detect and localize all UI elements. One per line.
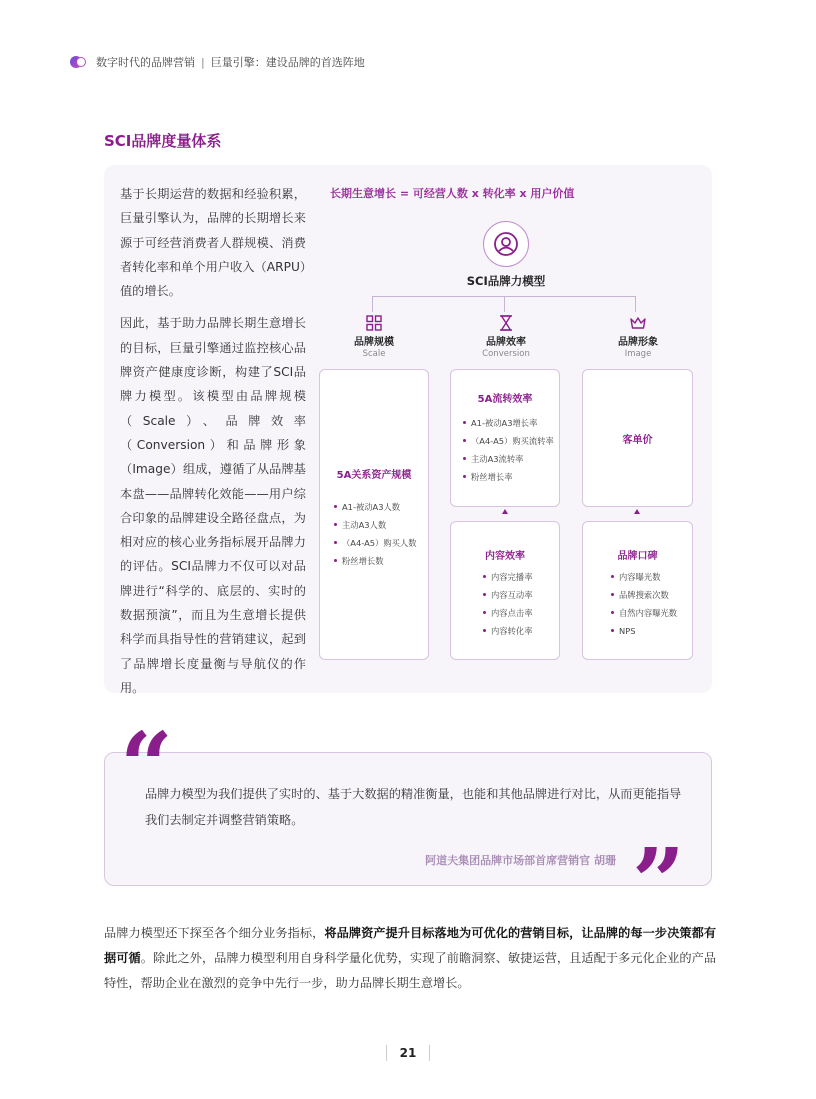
- up-arrow-icon: [502, 509, 508, 514]
- box-title: 品牌口碑: [617, 551, 658, 562]
- growth-formula: 长期生意增长 = 可经营人数 x 转化率 x 用户价值: [330, 187, 575, 200]
- list-item: 品牌搜索次数: [611, 586, 677, 604]
- column-title: 品牌形象: [618, 337, 658, 348]
- grid-icon: [365, 314, 383, 332]
- content-efficiency-list: [483, 568, 533, 640]
- list-item: 自然内容曝光数: [611, 604, 677, 622]
- list-item: 粉丝增长数: [334, 552, 417, 570]
- scale-list: [334, 498, 417, 570]
- header-divider: |: [201, 55, 205, 69]
- body-text-part-1: 品牌力模型还下探至各个细分业务指标，: [104, 926, 325, 940]
- brand-logo-icon: [70, 56, 90, 68]
- body-text-bold: 将品牌资产提升目标落地为可优化的营销目标，让品牌的每一步决策都有据可循: [104, 926, 717, 965]
- page-number: 21: [386, 1045, 430, 1061]
- list-item: 粉丝增长率: [463, 468, 554, 486]
- list-item: （A4-A5）购买流转率: [463, 432, 554, 450]
- column-conversion: [451, 314, 561, 360]
- sci-model-icon: [483, 221, 529, 267]
- hourglass-icon: [497, 314, 515, 332]
- close-quote-icon: ”: [632, 828, 685, 936]
- list-item: 内容曝光数: [611, 568, 677, 586]
- column-image: [583, 314, 693, 360]
- box-title: 5A流转效率: [477, 394, 533, 405]
- page-header: [70, 52, 365, 72]
- open-quote-icon: “: [120, 712, 173, 820]
- list-item: NPS: [611, 622, 677, 640]
- header-subtitle: 巨量引擎：建设品牌的首选阵地: [210, 56, 365, 69]
- word-of-mouth-list: [611, 568, 677, 640]
- list-item: （A4-A5）购买人数: [334, 534, 417, 552]
- box-title: 内容效率: [485, 551, 525, 562]
- unit-price-box: [582, 369, 693, 507]
- column-subtitle: Image: [624, 349, 652, 359]
- list-item: 内容点击率: [483, 604, 533, 622]
- intro-paragraph-2: 因此，基于助力品牌长期生意增长的目标，巨量引擎通过监控核心品牌资产健康度诊断，构建了SCI品牌力模型。该模型由品牌规模（Scale）、品牌效率（Conversion）和品牌形象（Image）组成，遵循了从品牌基本盘——品牌转化效能——用户综合印象的品牌建设全路径盘点，为相对应的核心业务指标展开品牌力的评估。SCI品牌力不仅可以对品牌进行“科学的、底层的、实时的数据预演”，而且为生意增长提供科学而具指导性的营销建议，起到了品牌增长度量衡与导航仪的作用。: [120, 316, 306, 695]
- up-arrow-icon: [634, 509, 640, 514]
- list-item: 主动A3流转率: [463, 450, 554, 468]
- column-subtitle: Conversion: [482, 349, 530, 359]
- list-item: A1-被动A3人数: [334, 498, 417, 516]
- column-title: 品牌效率: [486, 337, 526, 348]
- quote-text: 品牌力模型为我们提供了实时的、基于大数据的精准衡量，也能和其他品牌进行对比，从而更能指导我们去制定并调整营销策略。: [145, 787, 682, 827]
- scale-box: [319, 369, 429, 660]
- crown-icon: [629, 314, 647, 332]
- list-item: 内容完播率: [483, 568, 533, 586]
- flow-efficiency-list: [463, 414, 554, 486]
- body-text-part-2: 。除此之外，品牌力模型利用自身科学量化优势，实现了前瞻洞察、敏捷运营，且适配于多元化企业的产品特性，帮助企业在激烈的竞争中先行一步，助力品牌长期生意增长。: [104, 951, 717, 990]
- body-paragraph: [104, 921, 716, 996]
- model-title: SCI品牌力模型: [466, 274, 546, 288]
- column-scale: [319, 314, 429, 360]
- column-title: 品牌规模: [354, 337, 394, 348]
- quote-author: 阿道夫集团品牌市场部首席营销官 胡珊: [425, 854, 616, 867]
- column-subtitle: Scale: [362, 349, 386, 359]
- box-title: 5A关系资产规模: [336, 470, 412, 481]
- model-tree-lines: [372, 296, 636, 314]
- list-item: 内容转化率: [483, 622, 533, 640]
- intro-text: [120, 182, 306, 700]
- list-item: A1-被动A3增长率: [463, 414, 554, 432]
- content-efficiency-box: [450, 521, 560, 660]
- box-title: 客单价: [622, 435, 653, 446]
- header-title: 数字时代的品牌营销: [96, 56, 195, 69]
- list-item: 内容互动率: [483, 586, 533, 604]
- intro-paragraph-1: 基于长期运营的数据和经验积累，巨量引擎认为，品牌的长期增长来源于可经营消费者人群规模、消费者转化率和单个用户收入（ARPU）值的增长。: [120, 187, 306, 299]
- word-of-mouth-box: [582, 521, 693, 660]
- list-item: 主动A3人数: [334, 516, 417, 534]
- flow-efficiency-box: [450, 369, 560, 507]
- section-title: SCI品牌度量体系: [104, 132, 222, 150]
